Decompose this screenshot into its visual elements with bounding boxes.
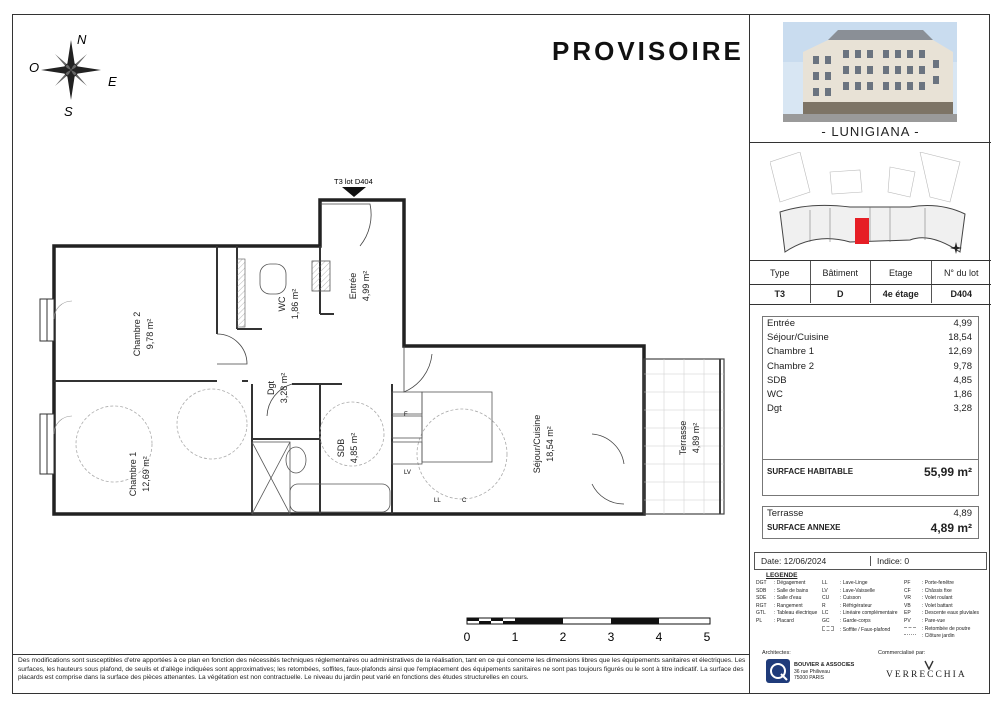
legend-column: DGT : Dégagement SDB : Salle de bains SDE : Salle d'eau RGT : Rangement GTL : Tableau électrique PL : Placard: [756, 580, 818, 624]
windows-left: [40, 299, 72, 474]
room-area: 1,86 m²: [290, 288, 300, 320]
lot-value-type: T3: [750, 285, 811, 303]
building-location-plan: [770, 152, 970, 260]
lot-header-building: Bâtiment: [811, 261, 872, 284]
compass-south: S: [64, 104, 73, 119]
fridge-label: F: [404, 412, 408, 418]
floor-plan-drawing: [12, 14, 749, 654]
washing-machine-label: LL: [434, 498, 441, 504]
credits: [754, 650, 987, 692]
residence-name: - LUNIGIANA -: [821, 124, 920, 139]
surface-row: Dgt 3,28: [767, 403, 972, 415]
compass-west: O: [29, 60, 40, 75]
room-name: WC: [277, 296, 287, 312]
room-area: 9,78 m²: [145, 318, 155, 350]
surface-row: Entrée 4,99: [767, 318, 972, 329]
cooking-label: C: [462, 498, 467, 504]
room-name: Terrasse: [678, 420, 688, 456]
lot-table-header: [750, 261, 991, 284]
date-indice-bar: [754, 552, 987, 570]
room-area: 3,28 m²: [279, 372, 289, 404]
page-title: PROVISOIRE: [552, 36, 744, 66]
compass-icon: [41, 40, 101, 100]
info-panel: [749, 14, 990, 694]
room-name: Chambre 1: [128, 451, 138, 497]
scale-label: 0: [463, 630, 471, 644]
room-area: 4,89 m²: [691, 422, 701, 454]
room-area: 4,85 m²: [349, 432, 359, 464]
surface-habitable-row: SURFACE HABITABLE 55,99 m²: [767, 465, 972, 479]
date-label: Date: 12/06/2024: [761, 556, 827, 566]
lot-marker-label: T3 lot D404: [334, 177, 373, 186]
architect-name: BOUVIER & ASSOCIES: [794, 662, 855, 668]
divider: [750, 142, 991, 143]
scale-label: 3: [607, 630, 615, 644]
lot-value-building: D: [811, 285, 872, 303]
scale-label: 2: [559, 630, 567, 644]
dishwasher-label: LV: [404, 470, 411, 476]
room-area: 12,69 m²: [141, 456, 151, 492]
room-name: Séjour/Cuisine: [532, 414, 542, 474]
lot-table-values: [750, 285, 991, 303]
wc-duct: [237, 259, 245, 327]
architects-label: Architectes:: [762, 650, 791, 656]
lot-header-number: N° du lot: [943, 267, 979, 278]
room-name: Chambre 2: [132, 311, 142, 357]
divider: [750, 304, 991, 305]
architect-logo-icon: [766, 659, 790, 683]
scale-label: 4: [655, 630, 663, 644]
legend-column: PF : Porte-fenêtre CF : Châssis fixe VR : Volet roulant VB : Volet battant EP : Descente eaux pluviales PV : Pare-vue : Retombée de poutre : Clôture jardin: [904, 580, 979, 640]
room-area: 18,54 m²: [545, 426, 555, 462]
legend-column: LL : Lave-Linge LV : Lave-Vaisselle CU : Cuisson R : Réfrigérateur LC : Linéaire complémentaire GC : Garde-corps : Soffite / Faux-plafond: [822, 580, 898, 633]
room-area: 4,99 m²: [361, 270, 371, 302]
architect-city: 75000 PARIS: [794, 675, 824, 681]
scale-label: 1: [511, 630, 519, 644]
floor-plan: [12, 14, 749, 654]
disclaimer-text: Des modifications sont susceptibles d'etre apportées à ce plan en fonction des nécessités techniques réglementaires ou administratives de la réalisation, tant en ce qui concerne les dimensions libres que les équipements sanitaires et électriques. Les surfaces, les hauteurs sous plafond, de seuils et d'allège indiquées sont approximatives; les retombées, soffites, faux-plafonds ainsi que l'emplacement des équipements sanitaires ne sont pas toujours figurés ou le sont à titre indicatif. La surface des placards est comprise dans la surface des pièces attenantes. La végétation est non contractuelle. Le niveau du jardin peut varié en fonctions des études structurelles en cours.: [18, 657, 746, 682]
annex-row: Terrasse 4,89: [767, 508, 972, 519]
surface-row: Séjour/Cuisine 18,54: [767, 332, 972, 344]
surface-row: Chambre 1 12,69: [767, 346, 972, 358]
interior-walls: [54, 246, 392, 514]
compass-east: E: [108, 74, 117, 89]
entrance-arrow-icon: [342, 187, 366, 197]
surface-row: SDB 4,85: [767, 374, 972, 386]
lot-header-floor: Etage: [871, 261, 932, 284]
legend-title: LEGENDE: [766, 572, 798, 579]
indice-label: Indice: 0: [870, 556, 986, 566]
marketing-label: Commercialisé par:: [878, 650, 926, 656]
promoter-name: VERRECCHIA: [886, 670, 967, 680]
lot-value-floor: 4e étage: [871, 285, 932, 303]
surface-row: Chambre 2 9,78: [767, 360, 972, 372]
lot-value-number: D404: [950, 289, 972, 299]
surface-row: WC 1,86: [767, 388, 972, 400]
room-labels: [128, 271, 701, 497]
compass-north: N: [77, 32, 87, 47]
doors: [217, 204, 624, 504]
scale-label: 5: [703, 630, 711, 644]
building-photo: [783, 22, 957, 122]
architect-address: 36 rue Philiveau: [794, 669, 830, 675]
lot-header-type: Type: [750, 261, 811, 284]
surface-annexe-row: SURFACE ANNEXE 4,89 m²: [767, 521, 972, 536]
room-name: Dgt: [266, 380, 276, 396]
scale-bar: [464, 618, 711, 644]
annex-table: [762, 506, 979, 539]
surfaces-table: [762, 316, 979, 496]
room-name: SDB: [336, 438, 346, 458]
promoter-logo-icon: [924, 657, 934, 667]
legend: [754, 572, 987, 648]
lot-highlight: [855, 218, 869, 244]
room-name: Entrée: [348, 272, 358, 300]
